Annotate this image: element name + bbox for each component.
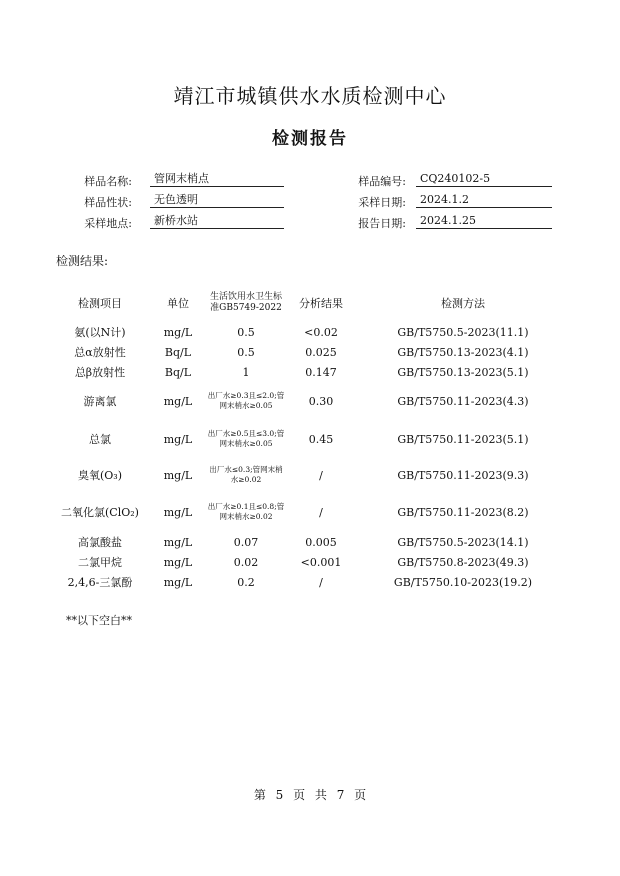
report-date-label: 报告日期: xyxy=(358,217,406,230)
row-unit: mg/L xyxy=(163,432,193,446)
row-item: 总氯 xyxy=(89,433,111,446)
report-title: 检测报告 xyxy=(272,129,348,149)
row-item: 总α放射性 xyxy=(74,346,126,359)
table-row xyxy=(50,572,570,592)
row-method: GB/T5750.10-2023(19.2) xyxy=(393,575,533,589)
results-title: 检测结果: xyxy=(56,254,109,268)
row-method: GB/T5750.11-2023(9.3) xyxy=(397,468,529,482)
row-standard: 出厂水≥0.1且≤0.8;管网末梢水≥0.02 xyxy=(207,502,285,521)
results-table xyxy=(50,284,570,592)
row-result: / xyxy=(319,575,323,589)
row-item: 总β放射性 xyxy=(74,366,126,379)
table-row xyxy=(50,552,570,572)
table-row xyxy=(50,342,570,362)
row-result: <0.02 xyxy=(304,325,338,339)
row-item: 游离氯 xyxy=(83,395,117,408)
row-standard: 0.2 xyxy=(237,575,255,589)
report-date-value: 2024.1.25 xyxy=(416,214,552,229)
row-standard: 1 xyxy=(242,365,250,379)
sample-state-label: 样品性状: xyxy=(84,196,132,209)
row-unit: mg/L xyxy=(163,535,193,549)
row-unit: mg/L xyxy=(163,325,193,339)
row-item: 臭氧(O₃) xyxy=(77,469,122,482)
row-unit: mg/L xyxy=(163,505,193,519)
row-method: GB/T5750.5-2023(14.1) xyxy=(397,535,529,549)
row-standard: 出厂水≥0.5且≤3.0;管网末梢水≥0.05 xyxy=(207,429,285,448)
row-unit: Bq/L xyxy=(164,345,192,359)
row-result: 0.45 xyxy=(308,432,334,446)
header-unit: 单位 xyxy=(167,297,189,310)
row-result: 0.025 xyxy=(305,345,337,359)
row-item: 氨(以N计) xyxy=(74,326,126,339)
sample-no-label: 样品编号: xyxy=(358,175,406,188)
header-method: 检测方法 xyxy=(441,297,485,310)
sample-site-value: 新桥水站 xyxy=(150,214,284,229)
page-number: 第 5 页 共 7 页 xyxy=(253,788,367,802)
row-method: GB/T5750.5-2023(11.1) xyxy=(397,325,529,339)
sample-state-value: 无色透明 xyxy=(150,193,284,208)
row-standard: 0.5 xyxy=(237,325,255,339)
header-result: 分析结果 xyxy=(299,297,343,310)
row-item: 2,4,6-三氯酚 xyxy=(67,576,133,589)
row-result: 0.005 xyxy=(305,535,337,549)
row-standard: 出厂水≤0.3;管网末梢水≥0.02 xyxy=(209,465,283,484)
organization-name: 靖江市城镇供水水质检测中心 xyxy=(173,84,447,108)
row-method: GB/T5750.13-2023(4.1) xyxy=(397,345,529,359)
row-standard: 出厂水≥0.3且≤2.0;管网末梢水≥0.05 xyxy=(207,391,285,410)
table-row xyxy=(50,362,570,382)
row-result: / xyxy=(319,468,323,482)
row-result: / xyxy=(319,505,323,519)
row-unit: mg/L xyxy=(163,394,193,408)
table-header-row xyxy=(50,284,570,322)
sample-name-label: 样品名称: xyxy=(84,175,132,188)
row-result: 0.147 xyxy=(305,365,337,379)
table-row xyxy=(50,382,570,420)
row-item: 高氯酸盐 xyxy=(78,536,122,549)
table-row xyxy=(50,492,570,532)
row-result: <0.001 xyxy=(300,555,342,569)
blank-note: **以下空白** xyxy=(66,614,132,627)
sample-no-value: CQ240102-5 xyxy=(416,172,552,187)
sample-date-value: 2024.1.2 xyxy=(416,193,552,208)
header-standard: 生活饮用水卫生标准GB5749-2022 xyxy=(209,292,282,313)
table-row xyxy=(50,458,570,492)
table-row xyxy=(50,420,570,458)
header-item: 检测项目 xyxy=(78,297,122,310)
row-item: 二氯甲烷 xyxy=(78,556,122,569)
table-row xyxy=(50,532,570,552)
table-row xyxy=(50,322,570,342)
row-unit: mg/L xyxy=(163,555,193,569)
row-standard: 0.02 xyxy=(233,555,259,569)
row-unit: mg/L xyxy=(163,468,193,482)
row-unit: mg/L xyxy=(163,575,193,589)
row-method: GB/T5750.8-2023(49.3) xyxy=(397,555,529,569)
sample-date-label: 采样日期: xyxy=(358,196,406,209)
sample-site-label: 采样地点: xyxy=(84,217,132,230)
row-method: GB/T5750.11-2023(4.3) xyxy=(397,394,529,408)
row-standard: 0.5 xyxy=(237,345,255,359)
row-standard: 0.07 xyxy=(233,535,259,549)
row-method: GB/T5750.13-2023(5.1) xyxy=(397,365,529,379)
sample-name-value: 管网末梢点 xyxy=(150,172,284,187)
row-item: 二氧化氯(ClO₂) xyxy=(61,506,139,519)
row-unit: Bq/L xyxy=(164,365,192,379)
row-result: 0.30 xyxy=(308,394,334,408)
row-method: GB/T5750.11-2023(5.1) xyxy=(397,432,529,446)
row-method: GB/T5750.11-2023(8.2) xyxy=(397,505,529,519)
